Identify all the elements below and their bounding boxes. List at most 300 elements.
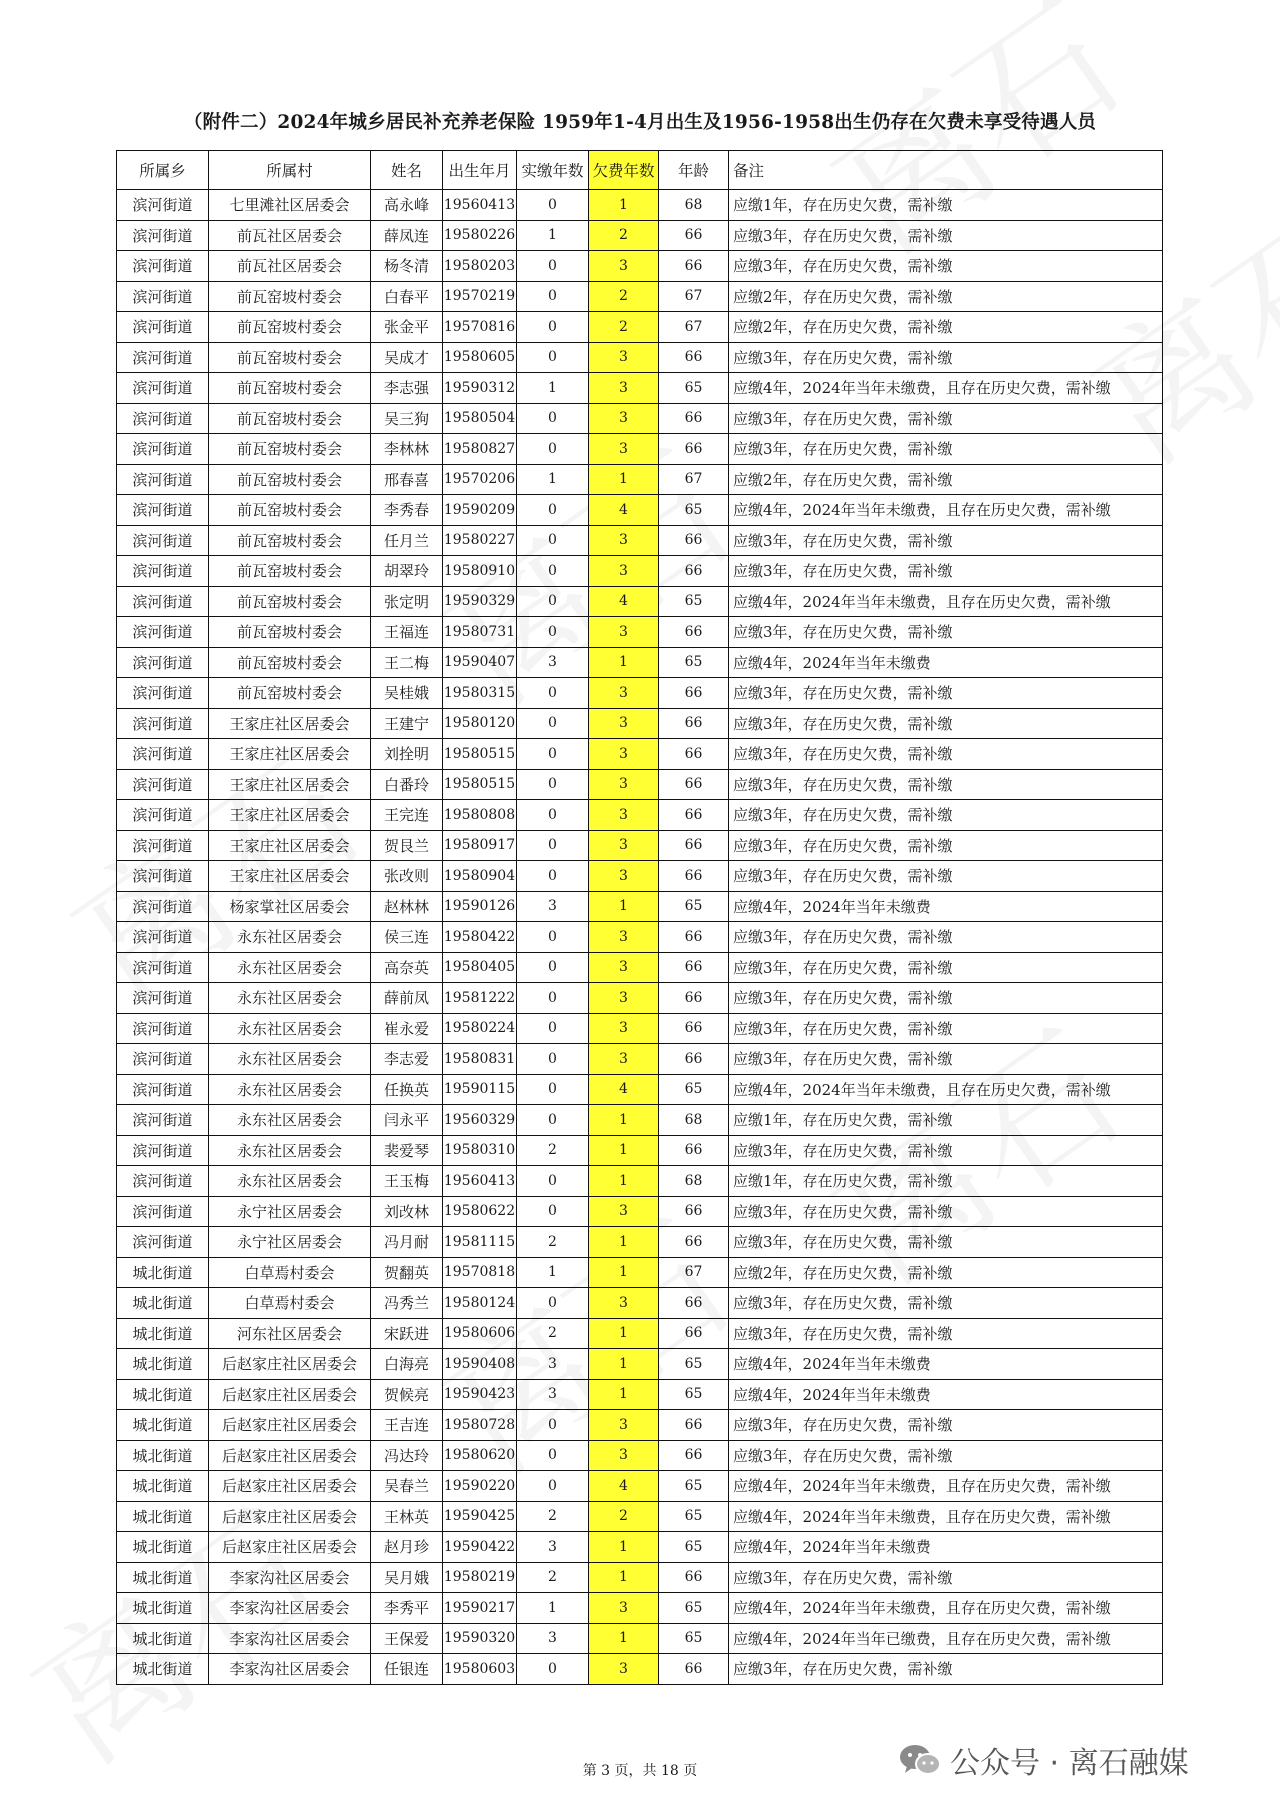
table-row [117,983,1163,1014]
cell-village: 前瓦窑坡村委会 [209,647,371,678]
cell-township: 城北街道 [117,1562,209,1593]
cell-remarks: 应缴4年，2024年当年未缴费 [729,1349,1163,1380]
cell-township: 滨河街道 [117,373,209,404]
cell-paid-years: 0 [517,434,589,465]
cell-village: 前瓦窑坡村委会 [209,586,371,617]
cell-remarks: 应缴2年，存在历史欠费，需补缴 [729,464,1163,495]
cell-paid-years: 0 [517,739,589,770]
table-row [117,403,1163,434]
cell-township: 滨河街道 [117,678,209,709]
cell-age: 65 [659,1379,729,1410]
cell-remarks: 应缴4年，2024年当年未缴费，且存在历史欠费，需补缴 [729,1593,1163,1624]
cell-township: 滨河街道 [117,647,209,678]
cell-name: 李林林 [371,434,443,465]
cell-paid-years: 0 [517,952,589,983]
table-row [117,1074,1163,1105]
cell-age: 65 [659,891,729,922]
cell-birth-date: 19560329 [443,1105,517,1136]
cell-paid-years: 0 [517,495,589,526]
cell-name: 李秀春 [371,495,443,526]
table-row [117,525,1163,556]
cell-township: 滨河街道 [117,556,209,587]
cell-age: 66 [659,739,729,770]
cell-birth-date: 19580606 [443,1318,517,1349]
cell-township: 城北街道 [117,1349,209,1380]
cell-paid-years: 0 [517,769,589,800]
cell-remarks: 应缴3年，存在历史欠费，需补缴 [729,739,1163,770]
cell-name: 白海亮 [371,1349,443,1380]
cell-arrears-years: 3 [589,1196,659,1227]
table-row [117,281,1163,312]
cell-village: 前瓦窑坡村委会 [209,617,371,648]
cell-paid-years: 0 [517,1288,589,1319]
table-row [117,495,1163,526]
cell-birth-date: 19570818 [443,1257,517,1288]
cell-village: 永东社区居委会 [209,1044,371,1075]
cell-age: 66 [659,1196,729,1227]
cell-township: 滨河街道 [117,952,209,983]
cell-village: 永宁社区居委会 [209,1196,371,1227]
cell-age: 66 [659,922,729,953]
table-row [117,1410,1163,1441]
cell-arrears-years: 3 [589,739,659,770]
cell-age: 66 [659,617,729,648]
table-row [117,800,1163,831]
cell-arrears-years: 1 [589,190,659,221]
cell-birth-date: 19590217 [443,1593,517,1624]
cell-name: 李志强 [371,373,443,404]
table-row [117,220,1163,251]
cell-remarks: 应缴3年，存在历史欠费，需补缴 [729,1196,1163,1227]
cell-paid-years: 0 [517,525,589,556]
cell-paid-years: 0 [517,1105,589,1136]
cell-arrears-years: 4 [589,1074,659,1105]
cell-name: 裴爱琴 [371,1135,443,1166]
cell-birth-date: 19590407 [443,647,517,678]
cell-township: 滨河街道 [117,1074,209,1105]
cell-birth-date: 19590312 [443,373,517,404]
cell-remarks: 应缴3年，存在历史欠费，需补缴 [729,1013,1163,1044]
header-name: 姓名 [371,151,443,190]
cell-remarks: 应缴3年，存在历史欠费，需补缴 [729,342,1163,373]
cell-birth-date: 19580603 [443,1654,517,1685]
cell-paid-years: 2 [517,1562,589,1593]
cell-village: 前瓦窑坡村委会 [209,495,371,526]
table-row [117,1013,1163,1044]
cell-age: 65 [659,1074,729,1105]
cell-paid-years: 3 [517,1379,589,1410]
table-row [117,190,1163,221]
cell-paid-years: 3 [517,1532,589,1563]
cell-name: 任银连 [371,1654,443,1685]
cell-village: 前瓦窑坡村委会 [209,678,371,709]
cell-arrears-years: 4 [589,586,659,617]
cell-arrears-years: 3 [589,434,659,465]
cell-township: 滨河街道 [117,434,209,465]
cell-village: 前瓦窑坡村委会 [209,403,371,434]
cell-arrears-years: 1 [589,1562,659,1593]
cell-age: 67 [659,312,729,343]
table-row [117,1196,1163,1227]
cell-birth-date: 19580515 [443,739,517,770]
cell-remarks: 应缴3年，存在历史欠费，需补缴 [729,1654,1163,1685]
cell-arrears-years: 3 [589,800,659,831]
cell-remarks: 应缴4年，2024年当年未缴费，且存在历史欠费，需补缴 [729,1501,1163,1532]
cell-arrears-years: 3 [589,1593,659,1624]
cell-remarks: 应缴4年，2024年当年未缴费，且存在历史欠费，需补缴 [729,1471,1163,1502]
cell-village: 王家庄社区居委会 [209,830,371,861]
cell-arrears-years: 1 [589,891,659,922]
cell-paid-years: 0 [517,586,589,617]
cell-village: 杨家掌社区居委会 [209,891,371,922]
cell-age: 66 [659,1440,729,1471]
cell-arrears-years: 3 [589,769,659,800]
cell-arrears-years: 1 [589,464,659,495]
cell-paid-years: 0 [517,281,589,312]
cell-remarks: 应缴2年，存在历史欠费，需补缴 [729,281,1163,312]
table-row [117,251,1163,282]
table-row [117,1318,1163,1349]
table-header-row [117,151,1163,190]
cell-age: 66 [659,952,729,983]
cell-name: 吴春兰 [371,1471,443,1502]
cell-township: 滨河街道 [117,220,209,251]
cell-village: 前瓦窑坡村委会 [209,373,371,404]
cell-township: 滨河街道 [117,830,209,861]
cell-remarks: 应缴3年，存在历史欠费，需补缴 [729,1318,1163,1349]
cell-age: 66 [659,769,729,800]
table-row [117,1166,1163,1197]
cell-name: 王玉梅 [371,1166,443,1197]
cell-township: 滨河街道 [117,464,209,495]
cell-age: 66 [659,983,729,1014]
table-row [117,434,1163,465]
cell-paid-years: 0 [517,1166,589,1197]
cell-remarks: 应缴4年，2024年当年未缴费 [729,1532,1163,1563]
cell-age: 67 [659,464,729,495]
cell-township: 城北街道 [117,1440,209,1471]
cell-arrears-years: 1 [589,1105,659,1136]
cell-name: 白番玲 [371,769,443,800]
cell-village: 后赵家庄社区居委会 [209,1440,371,1471]
cell-remarks: 应缴3年，存在历史欠费，需补缴 [729,617,1163,648]
cell-township: 滨河街道 [117,739,209,770]
cell-paid-years: 1 [517,1257,589,1288]
cell-remarks: 应缴4年，2024年当年未缴费，且存在历史欠费，需补缴 [729,1074,1163,1105]
cell-age: 65 [659,586,729,617]
cell-township: 滨河街道 [117,403,209,434]
cell-name: 邢春喜 [371,464,443,495]
cell-village: 王家庄社区居委会 [209,739,371,770]
table-row [117,830,1163,861]
cell-birth-date: 19580405 [443,952,517,983]
cell-name: 侯三连 [371,922,443,953]
cell-birth-date: 19580315 [443,678,517,709]
cell-arrears-years: 1 [589,1532,659,1563]
cell-arrears-years: 2 [589,281,659,312]
cell-birth-date: 19580910 [443,556,517,587]
cell-paid-years: 1 [517,464,589,495]
cell-name: 刘拴明 [371,739,443,770]
wechat-label: 公众号 · 离石融媒 [950,1746,1189,1781]
cell-name: 高奈英 [371,952,443,983]
table-row [117,678,1163,709]
cell-name: 胡翠玲 [371,556,443,587]
cell-paid-years: 1 [517,373,589,404]
cell-age: 66 [659,342,729,373]
table-row [117,556,1163,587]
cell-paid-years: 0 [517,1471,589,1502]
table-row [117,1471,1163,1502]
cell-village: 前瓦社区居委会 [209,220,371,251]
cell-township: 城北街道 [117,1532,209,1563]
cell-remarks: 应缴3年，存在历史欠费，需补缴 [729,861,1163,892]
cell-age: 66 [659,1410,729,1441]
cell-birth-date: 19590115 [443,1074,517,1105]
table-body [117,190,1163,1685]
cell-birth-date: 19590126 [443,891,517,922]
cell-arrears-years: 3 [589,1288,659,1319]
cell-remarks: 应缴3年，存在历史欠费，需补缴 [729,800,1163,831]
table-row [117,586,1163,617]
table-row [117,739,1163,770]
cell-birth-date: 19580226 [443,220,517,251]
wechat-branding [898,1738,1189,1782]
cell-birth-date: 19590423 [443,1379,517,1410]
cell-village: 永宁社区居委会 [209,1227,371,1258]
cell-name: 吴三狗 [371,403,443,434]
cell-township: 滨河街道 [117,312,209,343]
cell-remarks: 应缴3年，存在历史欠费，需补缴 [729,556,1163,587]
cell-township: 滨河街道 [117,708,209,739]
table-row [117,1349,1163,1380]
cell-village: 白草焉村委会 [209,1257,371,1288]
cell-village: 永东社区居委会 [209,1166,371,1197]
cell-name: 贺艮兰 [371,830,443,861]
table-row [117,1257,1163,1288]
cell-township: 滨河街道 [117,861,209,892]
cell-birth-date: 19580504 [443,403,517,434]
cell-birth-date: 19580831 [443,1044,517,1075]
cell-name: 杨冬清 [371,251,443,282]
table-row [117,891,1163,922]
cell-township: 滨河街道 [117,617,209,648]
cell-age: 66 [659,1013,729,1044]
cell-arrears-years: 3 [589,251,659,282]
cell-arrears-years: 3 [589,342,659,373]
cell-age: 67 [659,281,729,312]
cell-paid-years: 0 [517,983,589,1014]
cell-paid-years: 3 [517,1349,589,1380]
cell-birth-date: 19590209 [443,495,517,526]
cell-age: 67 [659,1257,729,1288]
cell-age: 66 [659,220,729,251]
cell-birth-date: 19580731 [443,617,517,648]
cell-remarks: 应缴4年，2024年当年未缴费 [729,1379,1163,1410]
cell-township: 滨河街道 [117,891,209,922]
table-row [117,922,1163,953]
cell-name: 闫永平 [371,1105,443,1136]
cell-township: 城北街道 [117,1288,209,1319]
cell-village: 李家沟社区居委会 [209,1593,371,1624]
header-village: 所属村 [209,151,371,190]
table-row [117,708,1163,739]
cell-arrears-years: 3 [589,861,659,892]
cell-paid-years: 0 [517,861,589,892]
cell-paid-years: 0 [517,556,589,587]
cell-township: 滨河街道 [117,1105,209,1136]
cell-birth-date: 19570206 [443,464,517,495]
cell-arrears-years: 2 [589,1501,659,1532]
cell-remarks: 应缴3年，存在历史欠费，需补缴 [729,830,1163,861]
table-row [117,464,1163,495]
cell-birth-date: 19580515 [443,769,517,800]
cell-remarks: 应缴3年，存在历史欠费，需补缴 [729,220,1163,251]
cell-birth-date: 19580124 [443,1288,517,1319]
cell-birth-date: 19590320 [443,1623,517,1654]
cell-arrears-years: 3 [589,952,659,983]
cell-arrears-years: 1 [589,647,659,678]
cell-township: 城北街道 [117,1501,209,1532]
cell-arrears-years: 2 [589,220,659,251]
cell-age: 66 [659,434,729,465]
cell-remarks: 应缴1年，存在历史欠费，需补缴 [729,190,1163,221]
cell-paid-years: 2 [517,1318,589,1349]
cell-birth-date: 19580224 [443,1013,517,1044]
cell-name: 刘改林 [371,1196,443,1227]
table-row [117,1562,1163,1593]
cell-remarks: 应缴3年，存在历史欠费，需补缴 [729,769,1163,800]
cell-arrears-years: 3 [589,1654,659,1685]
cell-village: 后赵家庄社区居委会 [209,1410,371,1441]
cell-remarks: 应缴3年，存在历史欠费，需补缴 [729,678,1163,709]
cell-birth-date: 19570816 [443,312,517,343]
cell-name: 王二梅 [371,647,443,678]
cell-village: 王家庄社区居委会 [209,861,371,892]
cell-village: 永东社区居委会 [209,1074,371,1105]
cell-name: 王建宁 [371,708,443,739]
cell-remarks: 应缴4年，2024年当年已缴费，且存在历史欠费，需补缴 [729,1623,1163,1654]
cell-name: 张定明 [371,586,443,617]
table-row [117,1440,1163,1471]
cell-paid-years: 0 [517,342,589,373]
cell-arrears-years: 3 [589,1044,659,1075]
cell-paid-years: 0 [517,617,589,648]
cell-remarks: 应缴3年，存在历史欠费，需补缴 [729,525,1163,556]
table-row [117,1227,1163,1258]
cell-remarks: 应缴4年，2024年当年未缴费，且存在历史欠费，需补缴 [729,373,1163,404]
cell-village: 永东社区居委会 [209,952,371,983]
cell-paid-years: 3 [517,647,589,678]
cell-village: 永东社区居委会 [209,922,371,953]
cell-remarks: 应缴2年，存在历史欠费，需补缴 [729,312,1163,343]
cell-age: 66 [659,556,729,587]
cell-township: 滨河街道 [117,1227,209,1258]
cell-arrears-years: 1 [589,1257,659,1288]
cell-age: 66 [659,1227,729,1258]
cell-arrears-years: 3 [589,922,659,953]
cell-age: 65 [659,647,729,678]
cell-village: 后赵家庄社区居委会 [209,1501,371,1532]
cell-paid-years: 0 [517,708,589,739]
cell-remarks: 应缴3年，存在历史欠费，需补缴 [729,251,1163,282]
header-remarks: 备注 [729,151,1163,190]
cell-arrears-years: 2 [589,312,659,343]
cell-arrears-years: 3 [589,556,659,587]
table-row [117,1654,1163,1685]
cell-remarks: 应缴3年，存在历史欠费，需补缴 [729,1410,1163,1441]
header-paid-years: 实缴年数 [517,151,589,190]
cell-township: 城北街道 [117,1654,209,1685]
cell-arrears-years: 3 [589,830,659,861]
cell-arrears-years: 3 [589,708,659,739]
header-age: 年龄 [659,151,729,190]
cell-arrears-years: 1 [589,1135,659,1166]
cell-birth-date: 19580808 [443,800,517,831]
cell-paid-years: 0 [517,251,589,282]
cell-township: 滨河街道 [117,922,209,953]
cell-remarks: 应缴3年，存在历史欠费，需补缴 [729,1135,1163,1166]
page-number: 第 3 页，共 18 页 [582,1763,698,1779]
cell-village: 永东社区居委会 [209,1013,371,1044]
cell-birth-date: 19580620 [443,1440,517,1471]
cell-birth-date: 19590329 [443,586,517,617]
cell-remarks: 应缴3年，存在历史欠费，需补缴 [729,922,1163,953]
cell-village: 后赵家庄社区居委会 [209,1349,371,1380]
cell-township: 滨河街道 [117,342,209,373]
cell-arrears-years: 3 [589,1410,659,1441]
table-row [117,373,1163,404]
cell-township: 滨河街道 [117,495,209,526]
table-row [117,617,1163,648]
cell-remarks: 应缴3年，存在历史欠费，需补缴 [729,708,1163,739]
cell-village: 前瓦窑坡村委会 [209,342,371,373]
cell-name: 任月兰 [371,525,443,556]
cell-township: 滨河街道 [117,769,209,800]
table-row [117,1593,1163,1624]
cell-age: 66 [659,678,729,709]
cell-age: 66 [659,830,729,861]
cell-paid-years: 0 [517,922,589,953]
cell-village: 前瓦窑坡村委会 [209,434,371,465]
cell-paid-years: 3 [517,1623,589,1654]
cell-paid-years: 0 [517,312,589,343]
cell-age: 66 [659,1044,729,1075]
cell-age: 66 [659,708,729,739]
cell-age: 66 [659,800,729,831]
cell-name: 冯月耐 [371,1227,443,1258]
cell-age: 65 [659,1471,729,1502]
table-row [117,1532,1163,1563]
document-title: （附件二）2024年城乡居民补充养老保险 1959年1-4月出生及1956-1958出生仍存在欠费未享受待遇人员 [183,112,1097,133]
cell-birth-date: 19580605 [443,342,517,373]
cell-name: 贺翻英 [371,1257,443,1288]
table-row [117,1105,1163,1136]
cell-name: 张金平 [371,312,443,343]
cell-age: 65 [659,373,729,404]
cell-arrears-years: 3 [589,1440,659,1471]
table-row [117,1501,1163,1532]
cell-birth-date: 19580120 [443,708,517,739]
cell-name: 白春平 [371,281,443,312]
cell-remarks: 应缴3年，存在历史欠费，需补缴 [729,403,1163,434]
cell-remarks: 应缴3年，存在历史欠费，需补缴 [729,1227,1163,1258]
cell-village: 前瓦窑坡村委会 [209,464,371,495]
cell-remarks: 应缴2年，存在历史欠费，需补缴 [729,1257,1163,1288]
cell-village: 前瓦窑坡村委会 [209,556,371,587]
cell-name: 贺候亮 [371,1379,443,1410]
cell-birth-date: 19580827 [443,434,517,465]
